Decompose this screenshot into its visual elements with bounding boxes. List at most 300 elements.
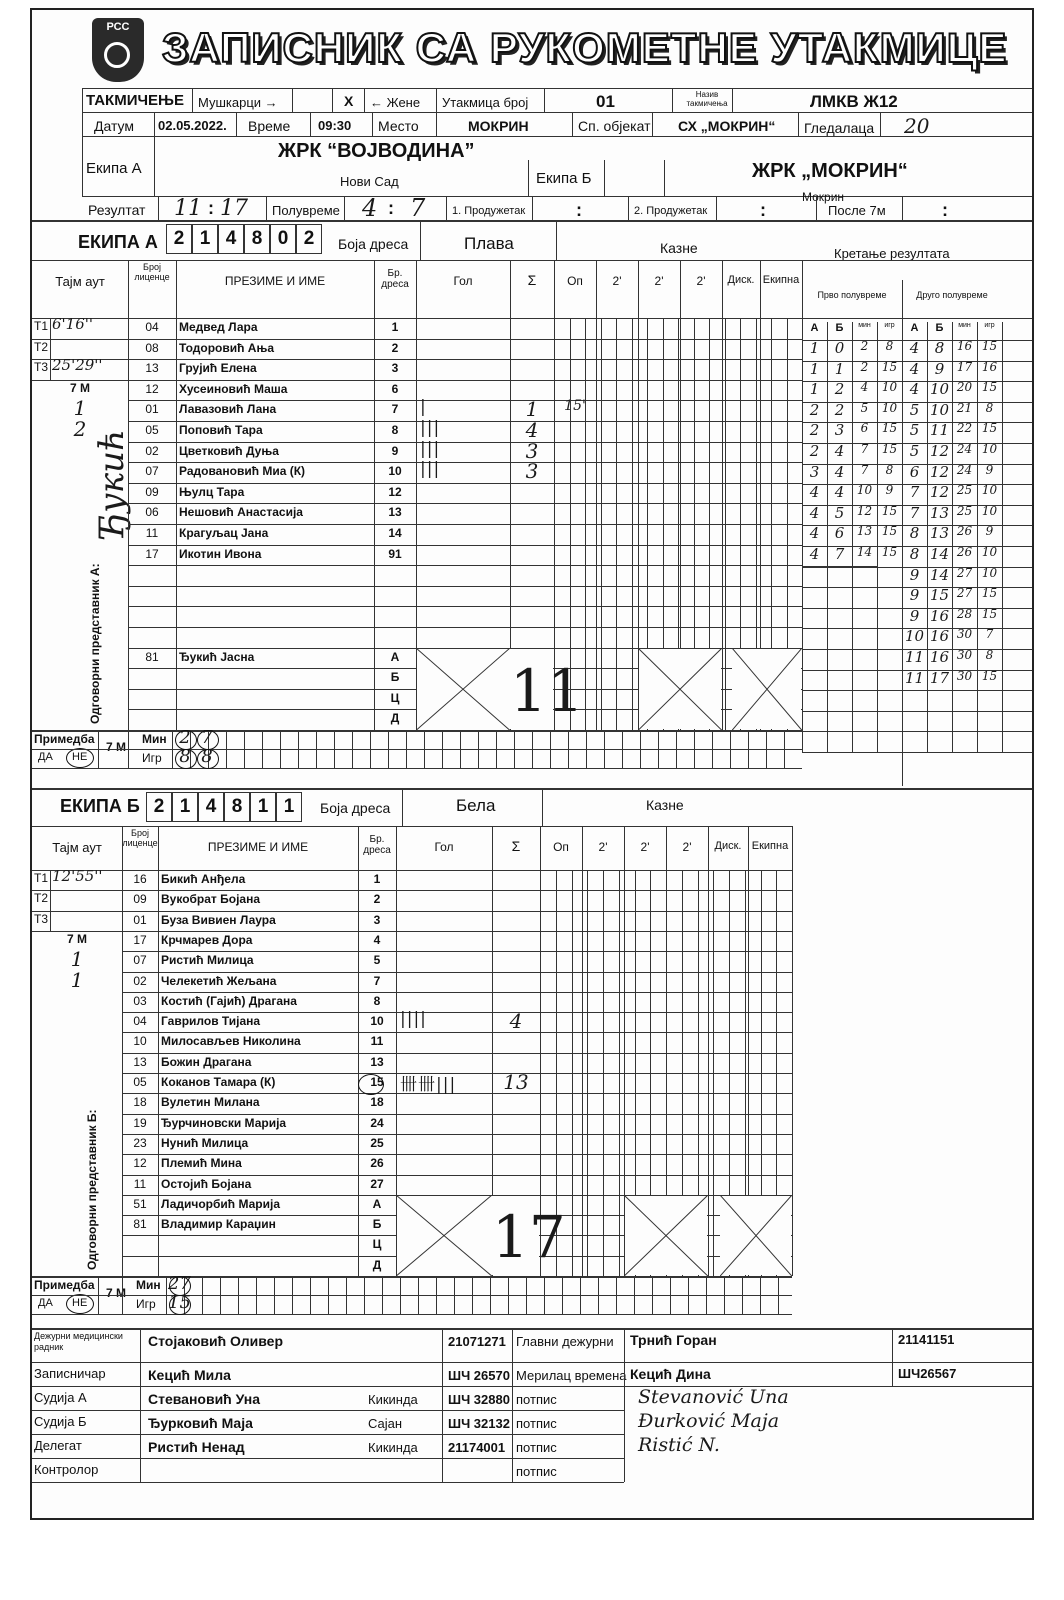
ot2-value: : — [760, 200, 766, 220]
player-license: 05 — [145, 423, 159, 437]
player-license: 02 — [133, 973, 147, 988]
grid-line — [238, 1276, 239, 1314]
player-jersey-number: 7 — [391, 402, 399, 417]
timeout-slot-label: Т3 — [34, 911, 49, 926]
progress-cell: 15 — [981, 339, 998, 353]
team-a-jersey: Плава — [464, 234, 514, 253]
name-header: ПРЕЗИМЕ И ИМЕ — [207, 840, 309, 854]
progress-cell: 28 — [956, 606, 973, 621]
progress-cell: 10 — [856, 483, 873, 498]
player-license: 06 — [145, 505, 159, 520]
code-digit: 4 — [205, 796, 217, 817]
goal-tally: ||| — [420, 459, 441, 480]
grid-line — [122, 1053, 792, 1054]
after7m-value: : — [942, 200, 948, 220]
official-role-2: потпис — [516, 1416, 557, 1431]
grid-line — [128, 483, 802, 484]
official-name: Стојаковић Оливер — [148, 1333, 284, 1349]
player-jersey-number: 1 — [373, 872, 381, 886]
grid-line — [550, 730, 551, 768]
spectators-label: Гледалаца — [804, 120, 875, 136]
progress-cell: 16 — [929, 606, 950, 625]
progress-cell: 7 — [834, 545, 845, 563]
seven-meter-minute: 27 — [168, 1273, 191, 1294]
seven-meter-player: 8 — [201, 746, 213, 767]
official-license-2: 21141151 — [898, 1332, 955, 1347]
goal-sum: 4 — [509, 1009, 523, 1034]
grid-line — [512, 1328, 513, 1482]
official-name: Владимир Караџин — [161, 1217, 276, 1232]
progress-cell: 0 — [834, 339, 845, 357]
grid-line — [472, 1276, 473, 1314]
grid-line — [634, 1276, 635, 1314]
progress-cell: 10 — [904, 627, 925, 646]
progress-cell: 9 — [934, 359, 945, 378]
player-license: 05 — [133, 1075, 147, 1089]
grid-line — [442, 1328, 443, 1482]
progress-cell: 10 — [981, 442, 998, 456]
goal-sum: 3 — [525, 459, 539, 484]
player-name: Гаврилов Тијана — [161, 1014, 261, 1029]
official-role: Дежурни медицински радник — [34, 1331, 123, 1352]
seven-meter-label: 7 М — [106, 740, 127, 754]
signature: Stevanović Una — [638, 1386, 789, 1408]
official-code: Д — [372, 1257, 382, 1272]
grid-line — [128, 586, 802, 587]
grid-line — [587, 870, 588, 1276]
progress-cell: 15 — [981, 606, 998, 621]
grid-line — [256, 1276, 257, 1314]
grid-line — [50, 890, 51, 910]
grid-line — [802, 690, 1032, 691]
player-name: Цветковић Дуња — [179, 443, 279, 458]
player-name: Икотин Ивона — [179, 546, 262, 561]
player-license: 23 — [133, 1135, 147, 1150]
grid-line — [226, 730, 227, 768]
team-a-representative-signature: Ђукић — [92, 429, 132, 540]
progress-cell: 6 — [860, 421, 869, 436]
progress-cell: 5 — [860, 400, 869, 415]
code-digit: 8 — [251, 228, 263, 249]
progress-cell: 6 — [834, 524, 845, 543]
official-license: 21174001 — [448, 1440, 506, 1455]
progress-cell: 15 — [881, 503, 898, 518]
grid-line — [892, 1328, 893, 1386]
grid-line — [128, 524, 802, 525]
grid-line — [128, 421, 802, 422]
progress-cell: 15 — [881, 524, 898, 539]
grid-line — [98, 1276, 99, 1314]
seven-meter-label: 7 М — [66, 931, 87, 946]
player-jersey-number: 27 — [370, 1176, 384, 1191]
official-code: Ц — [372, 1237, 382, 1252]
progress-cell: 22 — [956, 421, 973, 436]
progress-cell: 16 — [929, 627, 950, 646]
player-jersey-number: 2 — [373, 892, 381, 907]
grid-line — [122, 1012, 792, 1013]
progress-cell: 24 — [956, 442, 973, 456]
player-name: Остојић Бојана — [161, 1176, 252, 1191]
time-value: 09:30 — [318, 118, 352, 133]
grid-line — [496, 730, 497, 768]
result-b: 17 — [220, 196, 248, 221]
official-license: 21071271 — [448, 1334, 506, 1349]
progress-cell: 9 — [985, 524, 994, 539]
team-goal-total: 17 — [492, 1202, 566, 1271]
progress-cell: 13 — [856, 524, 873, 539]
grid-line — [708, 826, 709, 1276]
official-code: Д — [390, 711, 400, 726]
grid-line — [128, 400, 802, 401]
progress-cell: 26 — [956, 524, 973, 539]
progress-cell: 12 — [856, 503, 873, 518]
grid-line — [424, 730, 425, 768]
official-role: Судија Б — [34, 1414, 87, 1429]
progress-cell: 15 — [881, 442, 898, 456]
progress-cell: 24 — [956, 462, 973, 477]
grid-line — [601, 318, 602, 730]
place-value: МОКРИН — [468, 118, 529, 134]
result-a: 11 — [174, 196, 202, 221]
official-code: Б — [390, 670, 400, 685]
competition-name: ЛМКВ Ж12 — [810, 92, 898, 111]
progress-cell: 10 — [981, 545, 998, 559]
suspension-header: 2' — [696, 274, 706, 288]
progress-cell: 9 — [885, 483, 894, 498]
official-role-2: Мерилац времена — [516, 1368, 627, 1383]
match-no-label: Утакмица број — [442, 95, 529, 110]
progress-cell: 2 — [860, 339, 869, 353]
remark-yes: ДА — [38, 751, 53, 763]
progress-cell: 12 — [929, 442, 950, 460]
grid-line — [32, 1410, 624, 1411]
progress-cell: 2 — [834, 400, 845, 419]
goal-tally: ||| — [420, 438, 441, 459]
half-a: 4 — [362, 194, 378, 222]
grid-line — [32, 1328, 1032, 1330]
team-b-name: ЖРК „МОКРИН“ — [752, 160, 908, 182]
grid-line — [122, 911, 792, 912]
date-value: 02.05.2022. — [158, 118, 227, 133]
timeout-time: 12'55'' — [52, 867, 103, 885]
progress-cell: 30 — [956, 627, 973, 642]
grid-line — [274, 1276, 275, 1314]
code-digit: 1 — [283, 796, 295, 817]
date-label: Датум — [94, 118, 134, 134]
player-name: Племић Мина — [161, 1156, 242, 1171]
grid-line — [32, 1458, 624, 1459]
grid-line — [122, 1175, 792, 1176]
grid-line — [760, 1276, 761, 1314]
progress-cell: 12 — [929, 483, 950, 502]
progress-cell: 17 — [929, 668, 950, 687]
grid-line — [688, 1276, 689, 1314]
goal-header: Гол — [434, 840, 454, 854]
progress-col-header: игр — [984, 322, 995, 329]
team-penalty-header: Екипна — [751, 840, 789, 852]
progress-cell: 10 — [881, 400, 898, 415]
grid-line — [316, 730, 317, 768]
grid-line — [298, 730, 299, 768]
player-name: Вукобрат Бојана — [161, 892, 261, 907]
grid-line — [670, 1276, 671, 1314]
grid-line — [370, 730, 371, 768]
grid-line — [604, 730, 605, 768]
team-a-name: ЖРК “ВОЈВОДИНА” — [278, 140, 475, 162]
team-a-block-label: ЕКИПА А — [78, 232, 158, 252]
grid-line — [802, 711, 1032, 712]
progress-cell: 4 — [809, 545, 820, 563]
team-penalty-cross — [720, 1195, 792, 1276]
progress-cell: 1 — [809, 339, 820, 357]
grid-line — [50, 359, 51, 380]
progress-cell: 11 — [904, 668, 925, 687]
progress-cell: 10 — [981, 503, 998, 518]
official-name: Кецић Мила — [148, 1367, 231, 1383]
grid-line — [50, 911, 51, 931]
grid-line — [694, 730, 695, 768]
grid-line — [50, 339, 51, 360]
progress-col-header: игр — [884, 322, 895, 329]
progress-cell: 11 — [904, 648, 925, 666]
grid-line — [400, 1276, 401, 1314]
grid-line — [742, 1276, 743, 1314]
remark-no: НЕ — [72, 1297, 88, 1309]
grid-line — [202, 1276, 203, 1314]
grid-line — [122, 1154, 792, 1155]
grid-line — [586, 730, 587, 768]
grid-line — [50, 318, 51, 339]
grid-line — [1002, 322, 1003, 752]
grid-line — [122, 1114, 792, 1115]
goal-sum: 1 — [525, 397, 539, 422]
progress-col-header: мин — [858, 322, 871, 329]
grid-line — [436, 1276, 437, 1314]
player-name: Ристић Милица — [161, 953, 254, 968]
progress-cell: 4 — [809, 483, 820, 502]
official-license: ШЧ 26570 — [448, 1368, 510, 1383]
timeout-slot-label: Т2 — [34, 339, 49, 354]
progress-cell: 15 — [981, 668, 998, 683]
progress-col-header: А — [810, 322, 819, 334]
grid-line — [712, 730, 713, 768]
progress-cell: 30 — [956, 648, 973, 662]
grid-line — [460, 730, 461, 768]
grid-line — [544, 1276, 545, 1314]
player-jersey-number: 25 — [370, 1135, 384, 1150]
grid-line — [658, 730, 659, 768]
signature: Đurković Maja — [638, 1410, 780, 1432]
grid-line — [730, 730, 731, 768]
grid-line — [724, 1276, 725, 1314]
grid-line — [50, 870, 51, 890]
circle-mark — [175, 749, 197, 769]
grid-line — [713, 870, 714, 1276]
competition-label: ТАКМИЧЕЊЕ — [86, 92, 184, 109]
grid-line — [346, 1276, 347, 1314]
grid-line — [32, 749, 802, 750]
penalty-cross — [624, 1195, 708, 1276]
player-name: Буза Вивиен Лаура — [161, 912, 276, 927]
progress-cell: 9 — [909, 586, 920, 605]
grid-line — [572, 870, 573, 1276]
progress-cell: 5 — [909, 400, 920, 419]
team-b-penalties-label: Казне — [646, 797, 684, 813]
team-a-city: Нови Сад — [340, 174, 399, 189]
grid-line — [619, 870, 620, 1276]
player-license: 13 — [145, 361, 159, 376]
player-label: Игр — [136, 1297, 156, 1311]
grid-line — [616, 1276, 617, 1314]
disqualification-header: Диск. — [727, 274, 755, 286]
goal-sum: 3 — [525, 438, 539, 463]
women-label: ← Жене — [370, 95, 421, 110]
official-license: 81 — [145, 649, 159, 664]
grid-line — [580, 1276, 581, 1314]
license-header: Број лиценце — [134, 262, 170, 282]
team-b-block-label: ЕКИПА Б — [60, 796, 140, 816]
team-a-penalties-label: Казне — [660, 240, 698, 256]
no-selected-circle — [66, 748, 94, 768]
official-role-2: потпис — [516, 1392, 557, 1407]
goal-tally: 卌卌||| — [400, 1075, 457, 1095]
official-city: Сајан — [368, 1416, 403, 1431]
grid-line — [328, 1276, 329, 1314]
player-license: 08 — [145, 340, 159, 355]
player-jersey-number: 91 — [388, 546, 402, 561]
player-name: Ђурчиновски Марија — [161, 1115, 287, 1130]
player-jersey-number: 6 — [391, 381, 399, 396]
progress-cell: 14 — [856, 545, 873, 559]
progress-cell: 16 — [956, 339, 973, 353]
ball-icon — [104, 42, 130, 68]
player-name: Милосављев Николина — [161, 1034, 301, 1049]
official-city: Кикинда — [368, 1440, 418, 1455]
first-half-label: Прво полувреме — [817, 290, 887, 300]
grid-line — [122, 972, 792, 973]
official-code: Ц — [390, 690, 400, 705]
place-label: Место — [378, 118, 419, 134]
grid-line — [244, 730, 245, 768]
player-jersey-number: 5 — [373, 953, 381, 968]
name-header: ПРЕЗИМЕ И ИМЕ — [224, 274, 326, 288]
progress-cell: 2 — [860, 359, 869, 374]
document-title: ЗАПИСНИК СА РУКОМЕТНЕ УТАКМИЦЕ — [162, 24, 1008, 71]
progress-cell: 16 — [929, 648, 950, 666]
grid-line — [616, 318, 617, 730]
player-jersey-number: 3 — [391, 361, 399, 376]
timeout-slot-label: Т1 — [34, 871, 49, 885]
grid-line — [562, 1276, 563, 1314]
player-license: 09 — [133, 892, 147, 907]
progress-cell: 26 — [956, 545, 973, 559]
player-jersey-number: 15 — [370, 1075, 384, 1089]
suspension-header: 2' — [640, 840, 650, 854]
progress-cell: 10 — [929, 400, 950, 419]
grid-line — [478, 730, 479, 768]
player-license: 13 — [133, 1054, 147, 1069]
grid-line — [32, 768, 802, 769]
goal-cross — [396, 1195, 492, 1276]
progress-cell: 4 — [909, 339, 920, 357]
progress-cell: 8 — [985, 400, 994, 415]
progress-cell: 9 — [909, 606, 920, 625]
grid-line — [652, 1276, 653, 1314]
grid-line — [784, 730, 785, 768]
grid-line — [802, 318, 1032, 319]
competition-name-label: Назив такмичења — [686, 90, 728, 108]
official-license: ШЧ 32880 — [448, 1392, 510, 1407]
progress-cell: 10 — [929, 380, 950, 399]
team-b-city: Мокрин — [802, 190, 845, 204]
progress-cell: 3 — [809, 462, 820, 481]
official-role-2: Главни дежурни — [516, 1334, 614, 1349]
timeout-header: Тајм аут — [55, 274, 105, 289]
grid-line — [748, 730, 749, 768]
grid-line — [418, 1276, 419, 1314]
timeout-header: Тајм аут — [52, 840, 102, 855]
progress-cell: 2 — [809, 400, 820, 419]
progress-cell: 27 — [956, 565, 973, 580]
player-jersey-number: 14 — [388, 526, 402, 540]
progress-cell: 5 — [909, 421, 920, 440]
grid-line — [32, 1482, 624, 1483]
progress-cell: 2 — [809, 421, 820, 440]
official-name: Ладичорбић Марија — [161, 1196, 280, 1211]
code-digit: 2 — [303, 228, 315, 249]
player-jersey-number: 13 — [388, 505, 402, 520]
code-digit: 1 — [179, 796, 191, 817]
grid-line — [32, 1295, 792, 1296]
captain-goal-circle — [358, 1074, 384, 1095]
progress-cell: 15 — [981, 380, 998, 395]
warning-header: Оп — [567, 274, 583, 288]
grid-line — [122, 1093, 792, 1094]
player-name: Лавазовић Лана — [179, 402, 277, 417]
team-goal-total: 11 — [510, 656, 584, 725]
progress-cell: 10 — [881, 380, 898, 395]
player-name: Радовановић Миа (К) — [179, 464, 306, 479]
grid-line — [172, 730, 173, 768]
grid-line — [176, 260, 177, 730]
remark-label: Примедба — [34, 1278, 95, 1292]
minute-label: Мин — [136, 1278, 161, 1292]
grid-line — [364, 1276, 365, 1314]
player-jersey-number: 10 — [370, 1014, 384, 1029]
grid-line — [802, 752, 1032, 753]
goal-tally: | — [420, 397, 427, 418]
player-license: 17 — [145, 546, 159, 561]
grid-line — [220, 1276, 221, 1314]
grid-line — [122, 1073, 792, 1074]
grid-line — [128, 462, 802, 463]
grid-line — [122, 1276, 123, 1314]
progress-cell: 8 — [909, 524, 920, 543]
grid-line — [122, 951, 792, 952]
grid-line — [32, 1314, 792, 1315]
grid-line — [722, 260, 723, 730]
official-name: Стевановић Уна — [148, 1391, 261, 1407]
team-b-label: Екипа Б — [536, 170, 592, 187]
progress-cell: 15 — [881, 421, 898, 436]
team-a-label: Екипа А — [86, 160, 142, 177]
progress-cell: 4 — [834, 462, 845, 481]
disqualification-header: Диск. — [714, 840, 742, 852]
grid-line — [632, 318, 633, 730]
progress-cell: 14 — [929, 565, 950, 584]
progress-cell: 25 — [956, 503, 973, 518]
grid-line — [128, 339, 802, 340]
